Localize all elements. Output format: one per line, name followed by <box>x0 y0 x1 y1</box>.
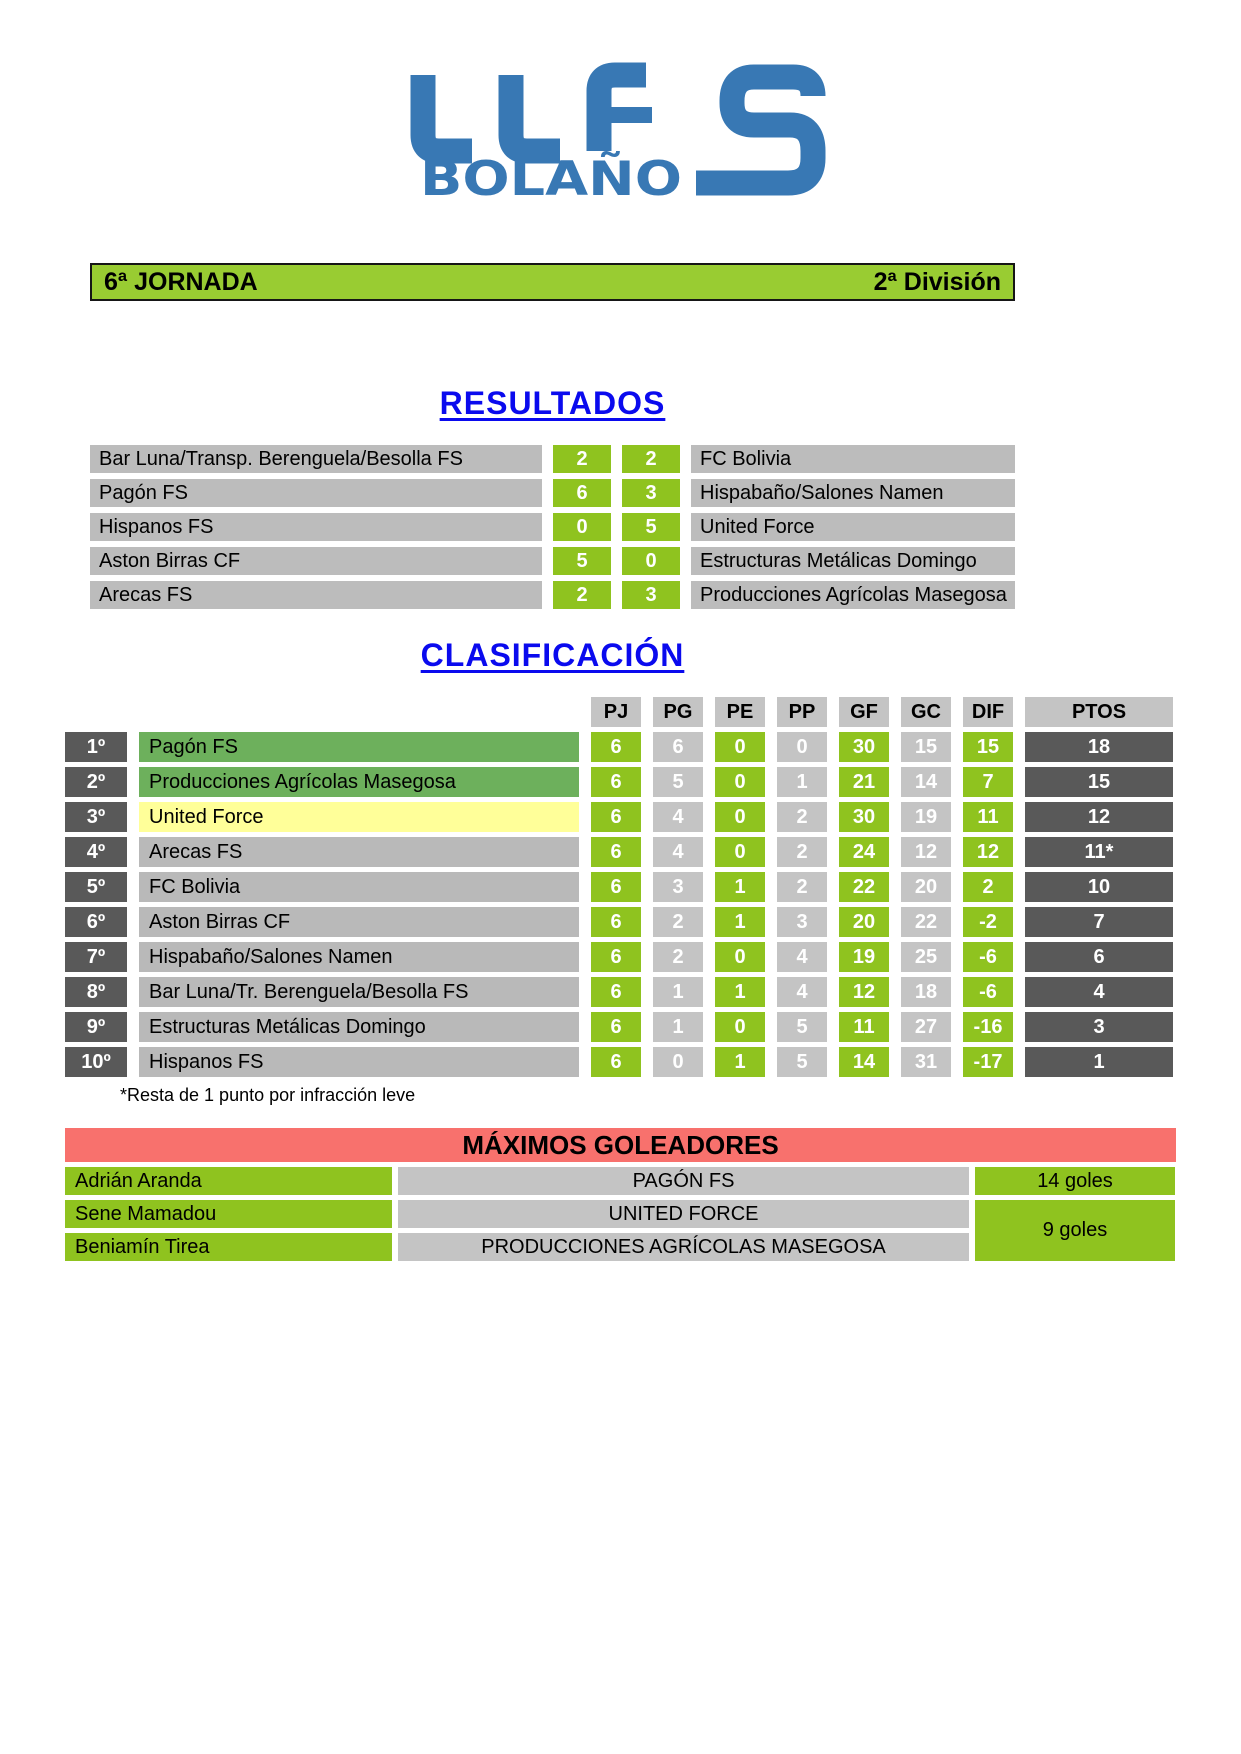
team-cell: Hispabaño/Salones Namen <box>139 942 579 972</box>
stat-cell-dif: -6 <box>963 942 1013 972</box>
standings-row <box>65 802 1176 832</box>
position-cell: 5º <box>65 872 127 902</box>
stat-cell-pj: 6 <box>591 872 641 902</box>
stat-cell-pj: 6 <box>591 1012 641 1042</box>
stat-cell-dif: 11 <box>963 802 1013 832</box>
stat-cell-ptos: 18 <box>1025 732 1173 762</box>
away-score-cell: 5 <box>622 513 680 541</box>
stat-cell-pe: 0 <box>715 732 765 762</box>
stat-cell-ptos: 10 <box>1025 872 1173 902</box>
resultados-title: RESULTADOS <box>439 385 666 421</box>
stat-cell-pg: 6 <box>653 732 703 762</box>
jornada-header-bar <box>90 263 1015 301</box>
scorer-name-cell: Adrián Aranda <box>65 1167 392 1195</box>
stat-cell-pp: 4 <box>777 977 827 1007</box>
stat-cell-pp: 2 <box>777 837 827 867</box>
logo-wordmark: BOLAÑO <box>420 152 682 202</box>
scorer-goals-cell: 14 goles <box>975 1167 1175 1195</box>
col-header-pe: PE <box>715 697 765 727</box>
stat-cell-pj: 6 <box>591 802 641 832</box>
position-cell: 7º <box>65 942 127 972</box>
standings-row <box>65 1012 1176 1042</box>
stat-cell-pj: 6 <box>591 1047 641 1077</box>
stat-cell-pj: 6 <box>591 942 641 972</box>
clasificacion-title: CLASIFICACIÓN <box>420 637 685 673</box>
stat-cell-gf: 22 <box>839 872 889 902</box>
stat-cell-gc: 22 <box>901 907 951 937</box>
stat-cell-pp: 2 <box>777 802 827 832</box>
blank-cell <box>65 697 127 727</box>
stat-cell-gc: 27 <box>901 1012 951 1042</box>
stat-cell-dif: -16 <box>963 1012 1013 1042</box>
position-cell: 8º <box>65 977 127 1007</box>
away-team-cell: FC Bolivia <box>691 445 1015 473</box>
position-cell: 10º <box>65 1047 127 1077</box>
stat-cell-dif: 15 <box>963 732 1013 762</box>
stat-cell-ptos: 15 <box>1025 767 1173 797</box>
col-header-gf: GF <box>839 697 889 727</box>
home-score-cell: 5 <box>553 547 611 575</box>
col-header-ptos: PTOS <box>1025 697 1173 727</box>
stat-cell-pj: 6 <box>591 907 641 937</box>
stat-cell-dif: 7 <box>963 767 1013 797</box>
col-header-dif: DIF <box>963 697 1013 727</box>
standings-header-row <box>65 697 1176 727</box>
match-row <box>90 513 1015 541</box>
match-row <box>90 581 1015 609</box>
stat-cell-gc: 15 <box>901 732 951 762</box>
standings-row <box>65 977 1176 1007</box>
stat-cell-dif: -2 <box>963 907 1013 937</box>
stat-cell-dif: 2 <box>963 872 1013 902</box>
home-score-cell: 2 <box>553 445 611 473</box>
team-cell: Pagón FS <box>139 732 579 762</box>
stat-cell-pp: 3 <box>777 907 827 937</box>
points-footnote: *Resta de 1 punto por infracción leve <box>120 1085 416 1105</box>
stat-cell-pe: 0 <box>715 1012 765 1042</box>
stat-cell-gf: 20 <box>839 907 889 937</box>
stat-cell-gc: 19 <box>901 802 951 832</box>
home-team-cell: Arecas FS <box>90 581 542 609</box>
results-table <box>90 445 1015 615</box>
standings-row <box>65 872 1176 902</box>
away-score-cell: 3 <box>622 479 680 507</box>
stat-cell-gc: 18 <box>901 977 951 1007</box>
stat-cell-ptos: 6 <box>1025 942 1173 972</box>
llfs-logo-icon <box>398 60 838 202</box>
stat-cell-gf: 24 <box>839 837 889 867</box>
stat-cell-pp: 4 <box>777 942 827 972</box>
division-label: 2ª División <box>873 267 1001 296</box>
stat-cell-pe: 0 <box>715 837 765 867</box>
home-score-cell: 2 <box>553 581 611 609</box>
stat-cell-gc: 14 <box>901 767 951 797</box>
stat-cell-pe: 0 <box>715 767 765 797</box>
stat-cell-ptos: 4 <box>1025 977 1173 1007</box>
stat-cell-dif: 12 <box>963 837 1013 867</box>
team-cell: Hispanos FS <box>139 1047 579 1077</box>
top-scorers-table <box>65 1167 1176 1261</box>
stat-cell-pj: 6 <box>591 732 641 762</box>
stat-cell-pe: 0 <box>715 802 765 832</box>
stat-cell-pp: 1 <box>777 767 827 797</box>
stat-cell-dif: -17 <box>963 1047 1013 1077</box>
away-team-cell: Producciones Agrícolas Masegosa <box>691 581 1015 609</box>
stat-cell-gc: 20 <box>901 872 951 902</box>
match-row <box>90 445 1015 473</box>
stat-cell-pe: 1 <box>715 977 765 1007</box>
team-cell: FC Bolivia <box>139 872 579 902</box>
stat-cell-pg: 4 <box>653 802 703 832</box>
stat-cell-pe: 1 <box>715 907 765 937</box>
match-row <box>90 547 1015 575</box>
stat-cell-gf: 14 <box>839 1047 889 1077</box>
stat-cell-ptos: 11* <box>1025 837 1173 867</box>
position-cell: 1º <box>65 732 127 762</box>
position-cell: 2º <box>65 767 127 797</box>
stat-cell-dif: -6 <box>963 977 1013 1007</box>
home-score-cell: 0 <box>553 513 611 541</box>
stat-cell-pg: 3 <box>653 872 703 902</box>
scorer-goals-cell: 9 goles <box>975 1200 1175 1261</box>
col-header-gc: GC <box>901 697 951 727</box>
col-header-pp: PP <box>777 697 827 727</box>
stat-cell-pe: 0 <box>715 942 765 972</box>
team-cell: Arecas FS <box>139 837 579 867</box>
position-cell: 6º <box>65 907 127 937</box>
blank-cell <box>139 697 579 727</box>
stat-cell-pg: 1 <box>653 977 703 1007</box>
stat-cell-pg: 2 <box>653 942 703 972</box>
team-cell: Bar Luna/Tr. Berenguela/Besolla FS <box>139 977 579 1007</box>
jornada-label: 6ª JORNADA <box>104 267 258 296</box>
standings-row <box>65 907 1176 937</box>
scorer-team-cell: UNITED FORCE <box>398 1200 969 1228</box>
col-header-pj: PJ <box>591 697 641 727</box>
away-score-cell: 0 <box>622 547 680 575</box>
stat-cell-ptos: 3 <box>1025 1012 1173 1042</box>
match-row <box>90 479 1015 507</box>
stat-cell-pp: 0 <box>777 732 827 762</box>
stat-cell-pe: 1 <box>715 1047 765 1077</box>
stat-cell-pp: 5 <box>777 1047 827 1077</box>
standings-row <box>65 1047 1176 1077</box>
stat-cell-gf: 12 <box>839 977 889 1007</box>
standings-row <box>65 942 1176 972</box>
away-team-cell: Estructuras Metálicas Domingo <box>691 547 1015 575</box>
stat-cell-ptos: 12 <box>1025 802 1173 832</box>
team-cell: United Force <box>139 802 579 832</box>
position-cell: 9º <box>65 1012 127 1042</box>
stat-cell-gc: 12 <box>901 837 951 867</box>
away-score-cell: 2 <box>622 445 680 473</box>
away-team-cell: United Force <box>691 513 1015 541</box>
stat-cell-ptos: 7 <box>1025 907 1173 937</box>
col-header-pg: PG <box>653 697 703 727</box>
stat-cell-pg: 5 <box>653 767 703 797</box>
home-team-cell: Aston Birras CF <box>90 547 542 575</box>
stat-cell-pj: 6 <box>591 767 641 797</box>
stat-cell-pg: 1 <box>653 1012 703 1042</box>
stat-cell-pp: 2 <box>777 872 827 902</box>
stat-cell-pg: 4 <box>653 837 703 867</box>
stat-cell-pg: 0 <box>653 1047 703 1077</box>
home-team-cell: Bar Luna/Transp. Berenguela/Besolla FS <box>90 445 542 473</box>
stat-cell-gc: 31 <box>901 1047 951 1077</box>
stat-cell-pp: 5 <box>777 1012 827 1042</box>
home-score-cell: 6 <box>553 479 611 507</box>
scorer-team-cell: PRODUCCIONES AGRÍCOLAS MASEGOSA <box>398 1233 969 1261</box>
standings-row <box>65 767 1176 797</box>
standings-row <box>65 837 1176 867</box>
stat-cell-pj: 6 <box>591 977 641 1007</box>
position-cell: 3º <box>65 802 127 832</box>
stat-cell-gc: 25 <box>901 942 951 972</box>
stat-cell-gf: 19 <box>839 942 889 972</box>
stat-cell-pe: 1 <box>715 872 765 902</box>
standings-table <box>65 697 1176 1082</box>
stat-cell-gf: 11 <box>839 1012 889 1042</box>
stat-cell-gf: 21 <box>839 767 889 797</box>
stat-cell-gf: 30 <box>839 802 889 832</box>
top-scorers-header: MÁXIMOS GOLEADORES <box>65 1128 1176 1162</box>
stat-cell-gf: 30 <box>839 732 889 762</box>
scorer-name-cell: Beniamín Tirea <box>65 1233 392 1261</box>
stat-cell-ptos: 1 <box>1025 1047 1173 1077</box>
position-cell: 4º <box>65 837 127 867</box>
away-team-cell: Hispabaño/Salones Namen <box>691 479 1015 507</box>
team-cell: Aston Birras CF <box>139 907 579 937</box>
stat-cell-pg: 2 <box>653 907 703 937</box>
scorer-team-cell: PAGÓN FS <box>398 1167 969 1195</box>
home-team-cell: Hispanos FS <box>90 513 542 541</box>
scorer-name-cell: Sene Mamadou <box>65 1200 392 1228</box>
standings-row <box>65 732 1176 762</box>
team-cell: Estructuras Metálicas Domingo <box>139 1012 579 1042</box>
home-team-cell: Pagón FS <box>90 479 542 507</box>
stat-cell-pj: 6 <box>591 837 641 867</box>
team-cell: Producciones Agrícolas Masegosa <box>139 767 579 797</box>
away-score-cell: 3 <box>622 581 680 609</box>
llfs-bolanos-logo <box>398 60 838 202</box>
